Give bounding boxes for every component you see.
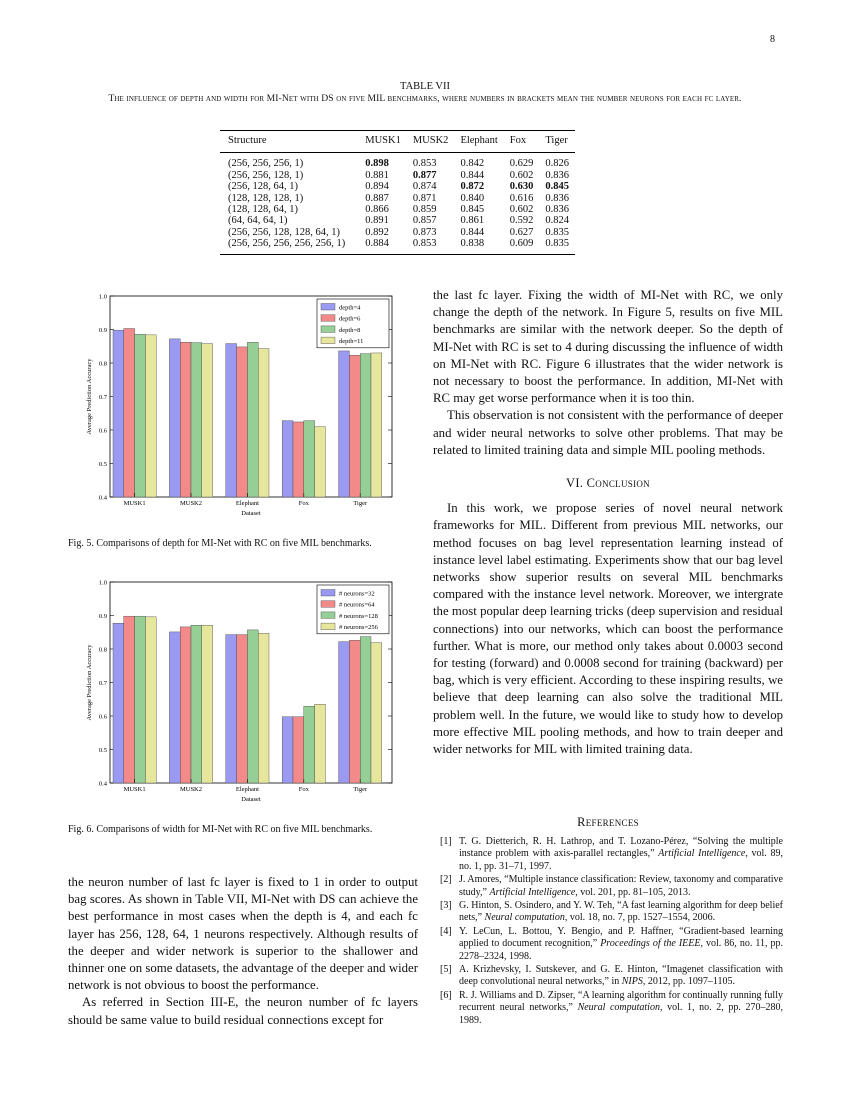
table-header-cell: MUSK2 [412, 135, 449, 146]
x-tick-label: MUSK2 [179, 500, 203, 507]
bar [180, 627, 191, 783]
y-tick-label: 0.5 [98, 461, 107, 468]
bar [315, 427, 326, 497]
table-cell: 0.592 [509, 215, 534, 227]
table-cell: 0.844 [460, 226, 485, 238]
bar [349, 355, 360, 497]
legend-swatch [321, 590, 335, 597]
reference-item [440, 926, 783, 963]
table-cell: 0.602 [509, 204, 534, 216]
reference-details: , 2012, pp. 1097–1105. [642, 976, 735, 988]
x-tick-label: Tiger [353, 786, 368, 793]
reference-text [459, 836, 783, 873]
bar [282, 421, 293, 497]
table-cell: (64, 64, 64, 1) [228, 215, 288, 227]
bar [169, 339, 180, 497]
legend-label: depth=11 [339, 338, 364, 346]
table-cell: 0.859 [412, 204, 437, 216]
table-cell: (256, 256, 256, 256, 256, 1) [228, 238, 346, 250]
reference-item [440, 836, 783, 873]
y-axis-label: Average Prediction Accuracy [86, 358, 93, 435]
bar [237, 635, 248, 783]
x-tick-label: MUSK1 [123, 786, 146, 793]
reference-authors-title: J. Amores, “Multiple instance classification: Review, taxonomy and comparative study,” [459, 874, 783, 898]
bar [371, 353, 382, 497]
table-cell: 0.838 [460, 238, 485, 250]
bar [339, 351, 350, 497]
paragraph: As referred in Section III-E, the neuron number of fc layers should be same value to build residual connections except for [68, 995, 418, 1027]
table-cell: 0.836 [545, 192, 570, 204]
table-row [220, 215, 575, 226]
table-caption: The influence of depth and width for MI-Net with DS on five MIL benchmarks, where numbers in brackets mean the number neurons for each fc layer. [108, 93, 742, 104]
bar [304, 706, 315, 783]
reference-authors-title: Y. LeCun, L. Bottou, Y. Bengio, and P. Haffner, “Gradient-based learning applied to document recognition,” [459, 925, 783, 950]
table-header-row [220, 131, 575, 153]
reference-number: [6] [440, 989, 452, 1001]
x-tick-label: MUSK1 [123, 500, 146, 507]
table-cell: 0.844 [460, 169, 485, 181]
bar [360, 354, 371, 497]
bar [226, 635, 237, 783]
table-cell: 0.866 [365, 204, 389, 216]
fig6-chart [80, 574, 410, 804]
reference-venue: Neural computation [577, 1002, 660, 1014]
table-cell: 0.873 [412, 226, 437, 238]
table-cell: 0.629 [509, 158, 534, 170]
bar [202, 344, 213, 497]
reference-text [459, 900, 783, 925]
table-row [220, 193, 575, 204]
legend-label: # neurons=32 [339, 590, 375, 598]
bar [293, 717, 304, 783]
x-tick-label: Fox [298, 500, 309, 507]
legend-label: # neurons=64 [339, 601, 375, 609]
legend-label: depth=4 [339, 304, 361, 312]
table-cell: 0.891 [365, 215, 389, 227]
table-row [220, 153, 575, 170]
bar [169, 632, 180, 783]
bar [135, 334, 146, 497]
paragraph: the last fc layer. Fixing the width of MI-Net with RC, we only change the depth of the network. In Figure 5, results on five MIL benchmarks are similar with the network deeper. So the depth of MI-Net with RC is set to 4 during discussing the influence of width on MI-Net with RC. Figure 6 illustrates that the wider network is not necessary to boost the performance. In addition, MI-Net with RC may get worse performance when it is too thin. [433, 288, 783, 406]
bar [360, 637, 371, 783]
paragraph: In this work, we propose series of novel neural network frameworks for MIL. Different from previous MIL networks, our method focuses on bag level representation learning instead of instance level label estimating. Experiments show that our bag level networks show superior results on several MIL benchmarks compared with the instance level network. Moreover, we intergrate the most popular deep learning tricks (deep supervision and residual connections) into our networks, which can boost the performance further. What is more, our method only takes about 0.0003 second for testing (forward) and 0.0008 second for training (backward) per bag, which is very efficient. According to these inspiring results, we believe that deep learning can also solve the traditional MIL problem well. In the future, we would like to study how to develop more effective MIL pooling methods, and how to train deeper and wider networks for MIL with limited training data. [433, 501, 783, 757]
table-header-cell: Fox [509, 135, 527, 146]
reference-details: , vol. 89, no. 1, pp. 31–71, 1997. [459, 848, 784, 872]
table-cell: (256, 256, 128, 128, 64, 1) [228, 226, 340, 238]
table-row [220, 238, 575, 254]
reference-details: , vol. 201, pp. 81–105, 2013. [575, 886, 691, 898]
table-cell: 0.835 [545, 238, 570, 250]
bar [145, 335, 156, 497]
results-table [220, 130, 575, 255]
reference-authors-title: A. Krizhevsky, I. Sutskever, and G. E. Hinton, “Imagenet classification with deep convolutional neural networks,” in [459, 964, 783, 988]
table-cell: (256, 256, 256, 1) [228, 158, 304, 170]
table-cell: 0.877 [412, 169, 437, 181]
table-cell: 0.892 [365, 226, 389, 238]
table-cell: 0.874 [412, 181, 437, 193]
y-tick-label: 1.0 [98, 293, 107, 301]
bar [315, 704, 326, 783]
reference-venue: NIPS [621, 976, 643, 988]
reference-venue: Neural computation [484, 912, 565, 924]
legend-label: # neurons=128 [339, 612, 378, 620]
legend-swatch [321, 315, 335, 322]
bar [293, 422, 304, 497]
fig6-caption: Fig. 6. Comparisons of width for MI-Net with RC on five MIL benchmarks. [68, 824, 373, 835]
table-cell: 0.602 [509, 169, 534, 181]
legend-label: # neurons=256 [339, 624, 378, 632]
reference-details: , vol. 86, no. 11, pp. 2278–2324, 1998. [459, 938, 783, 962]
table-cell: 0.861 [460, 215, 485, 227]
reference-authors-title: T. G. Dietterich, R. H. Lathrop, and T. Lozano-Pérez, “Solving the multiple instance problem with axis-parallel rectangles,” [459, 836, 783, 860]
y-tick-label: 0.6 [98, 713, 107, 721]
table-row [220, 170, 575, 181]
legend-swatch [321, 326, 335, 333]
reference-details: , vol. 18, no. 7, pp. 1527–1554, 2006. [564, 912, 716, 924]
table-cell: 0.853 [412, 238, 437, 250]
table-header [60, 80, 790, 105]
legend-label: depth=6 [339, 315, 361, 323]
reference-number: [1] [440, 836, 452, 847]
bar [145, 617, 156, 783]
bar [282, 717, 293, 783]
left-column [68, 874, 418, 1029]
table-cell: 0.826 [545, 158, 570, 170]
table-cell: 0.836 [545, 169, 570, 181]
bar [124, 616, 135, 783]
table-cell: (256, 128, 64, 1) [228, 181, 298, 193]
legend-swatch [321, 304, 335, 311]
reference-text [459, 926, 783, 963]
table-cell: 0.824 [545, 215, 570, 227]
y-tick-label: 0.7 [98, 680, 107, 687]
section-title-conclusion: VI. Conclusion [566, 476, 650, 491]
fig5-caption: Fig. 5. Comparisons of depth for MI-Net with RC on five MIL benchmarks. [68, 538, 372, 549]
paragraph: the neuron number of last fc layer is fixed to 1 in order to output bag scores. As shown in Table VII, MI-Net with DS can achieve the best performance in most cases when the depth is 4, and each fc layer has 256, 128, 64, 1 neurons respectively. Although results of the deeper and wider network is superior to the shallower and thinner one on some datasets, the advantage of the deeper and wider network is not obvious to boost the performance. [68, 875, 418, 993]
bar [124, 328, 135, 497]
table-cell: 0.857 [412, 215, 437, 227]
y-tick-label: 0.8 [98, 646, 107, 654]
x-tick-label: Elephant [235, 500, 259, 507]
y-tick-label: 0.4 [98, 780, 107, 788]
x-tick-label: Elephant [235, 786, 259, 793]
table-row [220, 227, 575, 238]
table-body [220, 153, 575, 254]
bar [202, 625, 213, 783]
table-cell: 0.835 [545, 226, 570, 238]
results-table-container [220, 130, 575, 255]
table-cell: 0.898 [365, 158, 389, 170]
table-header-cell: MUSK1 [365, 135, 401, 146]
y-tick-label: 1.0 [98, 579, 107, 587]
bar [304, 421, 315, 497]
bar [349, 640, 360, 783]
y-tick-label: 0.9 [98, 327, 107, 334]
table-cell: 0.872 [460, 181, 485, 193]
y-tick-label: 0.7 [98, 394, 107, 401]
table-cell: (128, 128, 64, 1) [228, 204, 298, 216]
reference-item [440, 900, 783, 925]
legend-swatch [321, 612, 335, 619]
y-tick-label: 0.8 [98, 360, 107, 368]
table-cell: 0.853 [412, 158, 437, 170]
reference-venue: Proceedings of the IEEE [600, 938, 701, 950]
table-cell: 0.836 [545, 204, 570, 216]
y-tick-label: 0.4 [98, 494, 107, 502]
table-cell: 0.630 [509, 181, 534, 193]
y-tick-label: 0.9 [98, 613, 107, 620]
reference-number: [5] [440, 964, 452, 976]
x-axis-label: Dataset [241, 510, 261, 517]
reference-number: [2] [440, 874, 452, 886]
table-row [220, 181, 575, 192]
references-title: References [577, 815, 639, 829]
y-tick-label: 0.6 [98, 427, 107, 435]
table-row [220, 204, 575, 215]
table-cell: (128, 128, 128, 1) [228, 192, 304, 204]
reference-venue: Artificial Intelligence [658, 848, 746, 860]
bar [258, 349, 269, 497]
bar [226, 344, 237, 497]
reference-item [440, 874, 783, 899]
table-cell: 0.845 [545, 181, 570, 193]
legend-swatch [321, 601, 335, 608]
reference-item [440, 990, 783, 1027]
bar [237, 347, 248, 497]
reference-text [459, 874, 783, 899]
table-cell: 0.894 [365, 181, 389, 193]
x-tick-label: MUSK2 [179, 786, 203, 793]
right-column [433, 287, 783, 758]
y-tick-label: 0.5 [98, 747, 107, 754]
reference-authors-title: R. J. Williams and D. Zipser, “A learning algorithm for continually running fully recurrent neural networks,” [459, 989, 783, 1014]
table-cell: 0.845 [460, 204, 485, 216]
page-number: 8 [770, 34, 775, 45]
bar [247, 630, 258, 783]
reference-text [459, 990, 783, 1027]
x-tick-label: Tiger [353, 500, 368, 507]
bar [371, 643, 382, 783]
legend-label: depth=8 [339, 326, 361, 334]
bar [247, 342, 258, 497]
bar [191, 343, 202, 497]
reference-number: [4] [440, 925, 452, 937]
table-label: TABLE VII [400, 81, 450, 92]
table-cell: 0.840 [460, 192, 485, 204]
table-cell: 0.887 [365, 192, 389, 204]
table-header-cell: Tiger [545, 135, 568, 146]
bar [180, 342, 191, 497]
bar [191, 625, 202, 783]
bar [339, 642, 350, 783]
bar [113, 623, 124, 783]
reference-text [459, 964, 783, 989]
legend-swatch [321, 623, 335, 630]
table-cell: 0.609 [509, 238, 534, 250]
x-tick-label: Fox [298, 786, 309, 793]
x-axis-label: Dataset [241, 796, 261, 803]
reference-venue: Artificial Intelligence [489, 886, 576, 898]
references-list [440, 836, 783, 1028]
bar [135, 616, 146, 783]
table-cell: 0.616 [509, 192, 534, 204]
y-axis-label: Average Prediction Accuracy [86, 644, 93, 721]
paragraph: This observation is not consistent with the performance of deeper and wider neural networks to solve other problems. That may be related to limited training data and simple MIL pooling methods. [433, 408, 783, 457]
reference-details: , vol. 1, no. 2, pp. 270–280, 1989. [459, 1002, 784, 1026]
table-cell: 0.884 [365, 238, 389, 250]
table-header-cell: Structure [228, 135, 267, 146]
table-cell: 0.627 [509, 226, 534, 238]
table-cell: 0.871 [412, 192, 437, 204]
table-cell: 0.842 [460, 158, 485, 170]
bar [258, 633, 269, 783]
table-cell: 0.881 [365, 169, 389, 181]
reference-number: [3] [440, 900, 452, 912]
legend-swatch [321, 337, 335, 344]
reference-authors-title: G. Hinton, S. Osindero, and Y. W. Teh, “A fast learning algorithm for deep belief nets,” [459, 900, 783, 924]
table-cell: (256, 256, 128, 1) [228, 169, 304, 181]
table-header-cell: Elephant [460, 135, 498, 146]
reference-item [440, 964, 783, 989]
bar [113, 330, 124, 497]
fig5-chart [80, 288, 410, 518]
